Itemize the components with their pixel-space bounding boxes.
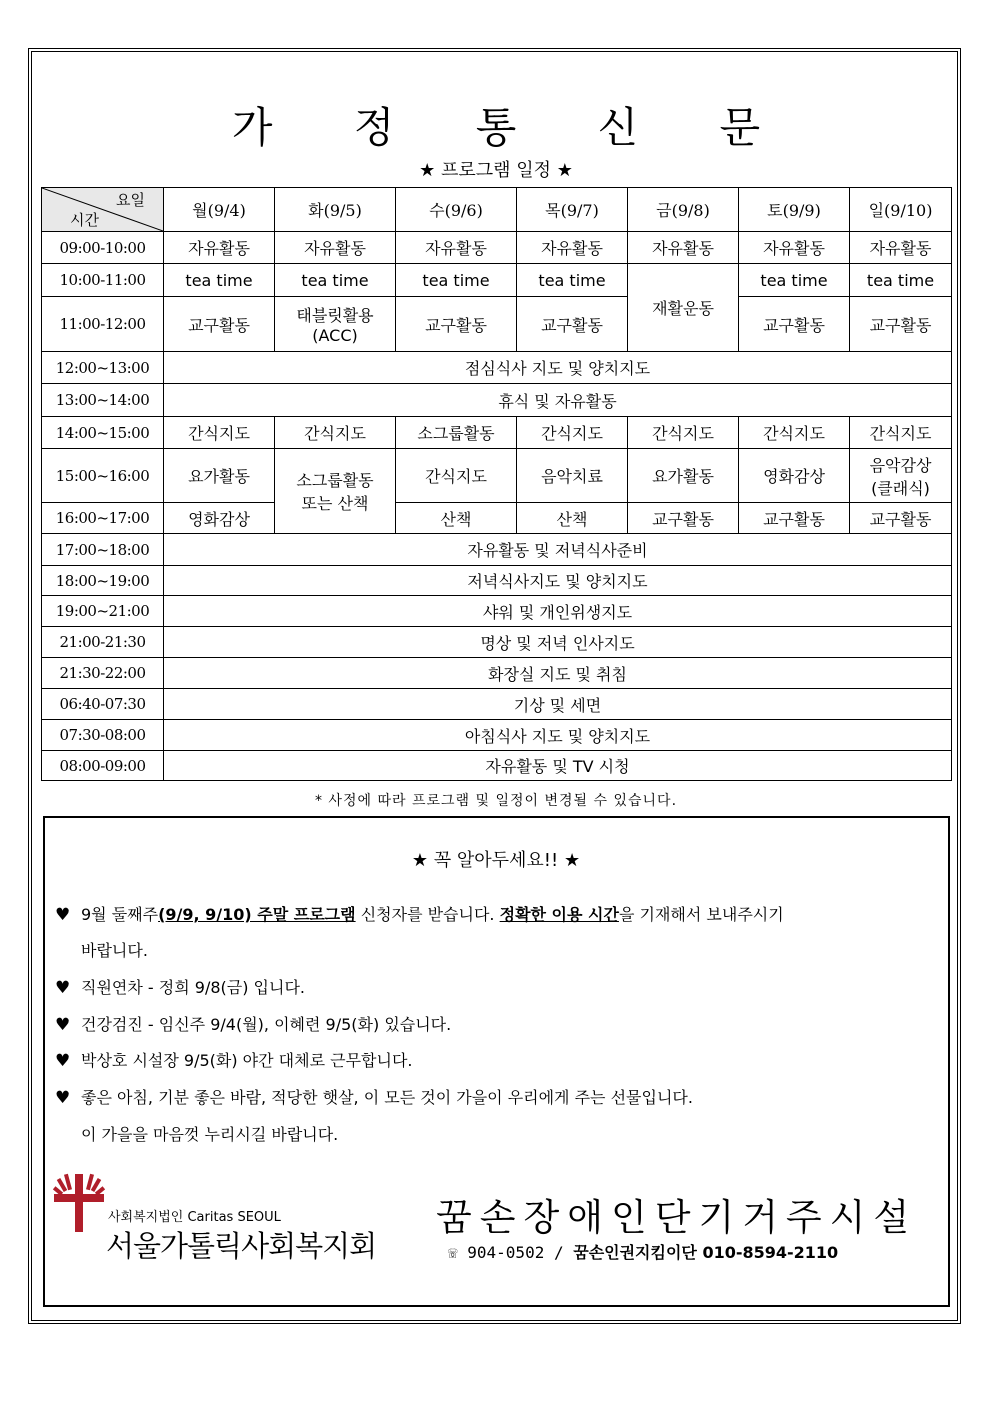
corner-time-label: 시간 — [70, 211, 99, 229]
facility-name: 꿈손장애인단기거주시설 — [436, 1196, 918, 1239]
schedule-cell: tea time — [164, 264, 275, 297]
notice-item — [55, 975, 305, 998]
schedule-cell: 산책 — [517, 503, 628, 534]
table-row — [42, 689, 952, 720]
schedule-cell: 자유활동 — [739, 232, 850, 264]
time-cell: 19:00~21:00 — [42, 596, 164, 627]
advocacy-contact: 꿈손인권지킴이단 010-8594-2110 — [573, 1243, 839, 1262]
day-header: 금(9/8) — [628, 188, 739, 232]
header-row — [42, 188, 952, 232]
table-row — [42, 627, 952, 658]
schedule-subtitle: ★ 프로그램 일정 ★ — [419, 160, 573, 181]
notice-item — [55, 1085, 693, 1108]
table-row — [42, 720, 952, 751]
day-header: 목(9/7) — [517, 188, 628, 232]
table-row — [42, 384, 952, 417]
day-header: 월(9/4) — [164, 188, 275, 232]
schedule-cell: tea time — [275, 264, 396, 297]
table-row — [42, 751, 952, 781]
schedule-cell: 교구활동 — [628, 503, 739, 534]
notice-text: 9월 둘째주 — [81, 905, 159, 924]
span-cell: 저녁식사지도 및 양치지도 — [164, 566, 952, 596]
notice-text: 직원연차 - 정희 9/8(금) 입니다. — [81, 978, 305, 997]
schedule-cell: 요가활동 — [164, 449, 275, 503]
span-cell: 휴식 및 자유활동 — [164, 384, 952, 417]
schedule-cell: 교구활동 — [739, 297, 850, 352]
schedule-cell: tea time — [850, 264, 952, 297]
span-cell: 화장실 지도 및 취침 — [164, 658, 952, 689]
schedule-cell: 요가활동 — [628, 449, 739, 503]
time-cell: 11:00-12:00 — [42, 297, 164, 352]
time-cell: 21:00-21:30 — [42, 627, 164, 658]
time-cell: 09:00-10:00 — [42, 232, 164, 264]
day-header: 화(9/5) — [275, 188, 396, 232]
schedule-cell: 산책 — [396, 503, 517, 534]
table-row — [42, 417, 952, 449]
span-cell: 자유활동 및 TV 시청 — [164, 751, 952, 781]
time-cell: 17:00~18:00 — [42, 534, 164, 566]
day-header: 수(9/6) — [396, 188, 517, 232]
corner-cell — [42, 188, 164, 232]
schedule-cell: 간식지도 — [396, 449, 517, 503]
span-cell: 점심식사 지도 및 양치지도 — [164, 352, 952, 384]
schedule-cell — [275, 449, 396, 534]
schedule-cell: 자유활동 — [275, 232, 396, 264]
notice-text: 건강검진 - 임신주 9/4(월), 이혜련 9/5(화) 있습니다. — [81, 1015, 452, 1034]
schedule-cell: 교구활동 — [850, 297, 952, 352]
notice-emphasis: 정확한 이용 시간 — [499, 905, 619, 924]
schedule-cell: 자유활동 — [164, 232, 275, 264]
notice-continuation: 이 가을을 마음껏 누리시길 바랍니다. — [81, 1125, 339, 1144]
schedule-cell — [850, 449, 952, 503]
org-name: 서울가톨릭사회복지회 — [106, 1229, 377, 1263]
cell-line: 태블릿활용 — [296, 306, 374, 325]
heart-icon: ♥ — [55, 1051, 71, 1071]
table-row — [42, 352, 952, 384]
time-cell: 16:00~17:00 — [42, 503, 164, 534]
notice-title: ★ 꼭 알아두세요!! ★ — [411, 850, 581, 871]
day-header: 일(9/10) — [850, 188, 952, 232]
schedule-cell: 교구활동 — [739, 503, 850, 534]
table-row — [42, 503, 952, 534]
notice-emphasis: (9/9, 9/10) 주말 프로그램 — [158, 905, 356, 924]
time-cell: 18:00~19:00 — [42, 566, 164, 596]
time-cell: 08:00-09:00 — [42, 751, 164, 781]
schedule-cell: 교구활동 — [396, 297, 517, 352]
schedule-cell: 간식지도 — [164, 417, 275, 449]
schedule-cell: 음악치료 — [517, 449, 628, 503]
notice-text: 박상호 시설장 9/5(화) 야간 대체로 근무합니다. — [81, 1051, 413, 1070]
span-cell: 명상 및 저녁 인사지도 — [164, 627, 952, 658]
schedule-cell — [275, 297, 396, 352]
span-cell: 아침식사 지도 및 양치지도 — [164, 720, 952, 751]
table-row — [42, 596, 952, 627]
table-row — [42, 566, 952, 596]
heart-icon: ♥ — [55, 978, 71, 998]
schedule-cell: 영화감상 — [739, 449, 850, 503]
corner-day-label: 요일 — [116, 191, 145, 209]
schedule-note: * 사정에 따라 프로그램 및 일정이 변경될 수 있습니다. — [314, 793, 678, 809]
schedule-cell: 교구활동 — [164, 297, 275, 352]
table-row — [42, 534, 952, 566]
time-cell: 13:00~14:00 — [42, 384, 164, 417]
caritas-cross-logo-icon — [52, 1172, 106, 1234]
schedule-cell: tea time — [396, 264, 517, 297]
schedule-cell: 간식지도 — [850, 417, 952, 449]
schedule-cell: 자유활동 — [396, 232, 517, 264]
time-cell: 12:00~13:00 — [42, 352, 164, 384]
contact-line — [448, 1240, 838, 1263]
notice-item — [55, 902, 784, 925]
schedule-cell: 자유활동 — [628, 232, 739, 264]
cell-line: (ACC) — [312, 326, 358, 345]
span-cell: 샤워 및 개인위생지도 — [164, 596, 952, 627]
time-cell: 07:30-08:00 — [42, 720, 164, 751]
org-subtitle: 사회복지법인 Caritas SEOUL — [108, 1210, 281, 1225]
cell-line: 소그룹활동 — [296, 471, 374, 490]
time-cell: 21:30-22:00 — [42, 658, 164, 689]
schedule-cell: 간식지도 — [275, 417, 396, 449]
heart-icon: ♥ — [55, 1088, 71, 1108]
span-cell: 자유활동 및 저녁식사준비 — [164, 534, 952, 566]
schedule-table — [41, 187, 952, 781]
notice-text: 신청자를 받습니다. — [355, 905, 500, 924]
cell-line: (클래식) — [871, 478, 930, 498]
time-cell: 10:00-11:00 — [42, 264, 164, 297]
time-cell: 14:00~15:00 — [42, 417, 164, 449]
day-header: 토(9/9) — [739, 188, 850, 232]
notice-continuation: 바랍니다. — [81, 941, 148, 960]
schedule-cell: 소그룹활동 — [396, 417, 517, 449]
table-row — [42, 264, 952, 297]
heart-icon: ♥ — [55, 1015, 71, 1035]
table-row — [42, 658, 952, 689]
time-cell: 15:00~16:00 — [42, 449, 164, 503]
span-cell: 기상 및 세면 — [164, 689, 952, 720]
time-cell: 06:40-07:30 — [42, 689, 164, 720]
schedule-cell: 간식지도 — [628, 417, 739, 449]
table-row — [42, 297, 952, 352]
schedule-cell: 간식지도 — [517, 417, 628, 449]
schedule-cell: 교구활동 — [850, 503, 952, 534]
page-title: 가 정 통 신 문 — [231, 103, 795, 152]
cell-line: 음악감상 — [869, 455, 932, 475]
schedule-cell: 자유활동 — [517, 232, 628, 264]
schedule-cell: 자유활동 — [850, 232, 952, 264]
table-row — [42, 449, 952, 503]
schedule-cell: 영화감상 — [164, 503, 275, 534]
heart-icon: ♥ — [55, 905, 71, 925]
cell-line: 또는 산책 — [301, 494, 369, 513]
schedule-cell: 재활운동 — [628, 264, 739, 352]
phone-number: ☏ 904-0502 / — [448, 1243, 564, 1262]
schedule-cell: 교구활동 — [517, 297, 628, 352]
schedule-cell: tea time — [517, 264, 628, 297]
schedule-cell: 간식지도 — [739, 417, 850, 449]
notice-item — [55, 1012, 451, 1035]
table-row — [42, 232, 952, 264]
notice-item — [55, 1048, 413, 1071]
schedule-cell: tea time — [739, 264, 850, 297]
notice-text: 좋은 아침, 기분 좋은 바람, 적당한 햇살, 이 모든 것이 가을이 우리에게 주는 선물입니다. — [81, 1088, 693, 1107]
notice-text: 을 기재해서 보내주시기 — [618, 905, 784, 924]
